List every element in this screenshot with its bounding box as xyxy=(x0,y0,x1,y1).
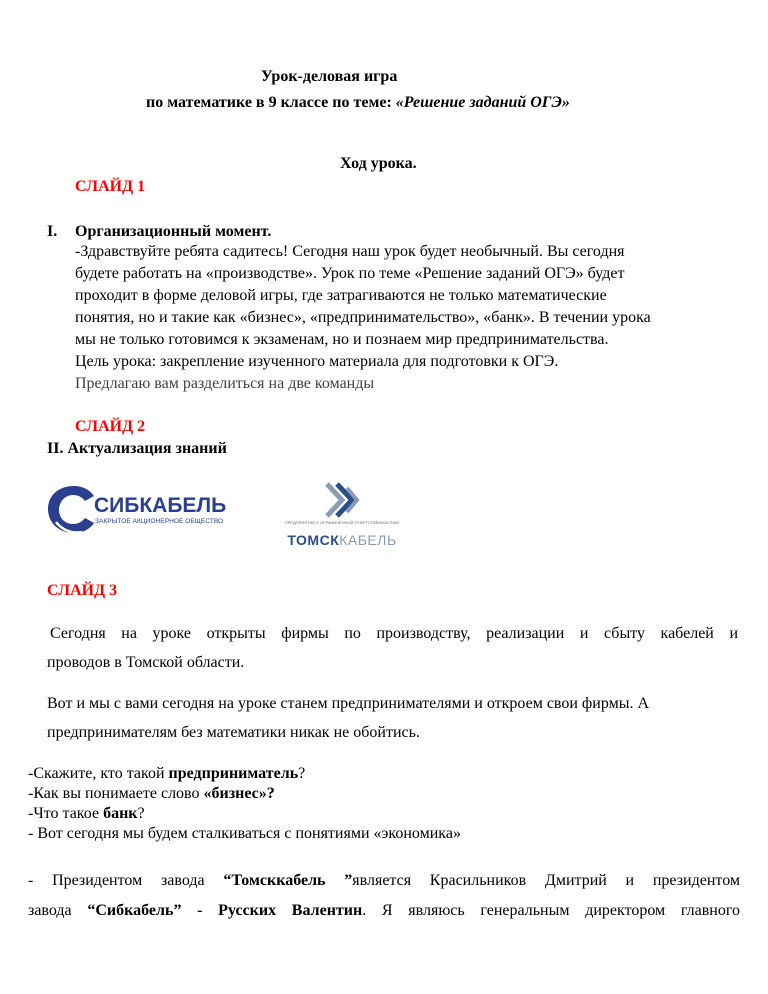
section-1-teams-line: Предлагаю вам разделиться на две команды xyxy=(75,375,375,392)
paragraph-2-line-2: предпринимателям без математики никак не обойтись. xyxy=(47,724,420,741)
tomskkabel-logo xyxy=(276,462,408,566)
section-1-line: мы не только готовимся к экзаменам, но и познаем мир предпринимательства. xyxy=(75,331,609,348)
section-1-line: понятия, но и такие как «бизнес», «предпринимательство», «банк». В течении урока xyxy=(75,309,651,326)
question-1-term: предприниматель xyxy=(168,765,299,782)
question-3 xyxy=(28,804,145,824)
question-3-text: -Что такое xyxy=(28,805,104,822)
question-4: - Вот сегодня мы будем сталкиваться с понятиями «экономика» xyxy=(28,825,461,842)
paragraph-1-line-1: Сегодня на уроке открыты фирмы по производству, реализации и сбыту кабелей и xyxy=(50,625,738,642)
section-1-line: будете работать на «производстве». Урок по теме «Решение заданий ОГЭ» будет xyxy=(75,265,625,282)
paragraph-3-plant-name: “Томсккабель ” xyxy=(223,872,353,889)
section-1-line: -Здравствуйте ребята садитесь! Сегодня наш урок будет необычный. Вы сегодня xyxy=(75,243,625,260)
title-line-2 xyxy=(146,93,570,113)
sibkabel-logo-name: СИБКАБЕЛЬ xyxy=(94,494,227,517)
paragraph-3-text: является Красильников Дмитрий и президентом xyxy=(352,872,741,889)
question-3-term: банк xyxy=(103,805,138,822)
section-1-line: Цель урока: закрепление изученного материала для подготовки к ОГЭ. xyxy=(75,353,559,370)
paragraph-3-text: - Президентом завода xyxy=(28,872,224,889)
paragraph-3-text: завода xyxy=(28,902,88,919)
slide-3-label: СЛАЙД 3 xyxy=(47,582,118,599)
question-3-mark: ? xyxy=(137,805,145,822)
title-prefix: по математике в 9 классе по теме: xyxy=(146,94,396,111)
paragraph-3-text: . Я являюсь генеральным директором главного xyxy=(362,902,740,919)
section-2-heading: II. Актуализация знаний xyxy=(47,440,227,457)
question-2 xyxy=(28,784,275,804)
paragraph-3-line-2 xyxy=(28,901,740,921)
paragraph-1-line-2: проводов в Томской области. xyxy=(47,654,245,671)
sibkabel-logo-subtitle: ЗАКРЫТОЕ АКЦИОНЕРНОЕ ОБЩЕСТВО xyxy=(95,518,224,525)
title-topic: «Решение заданий ОГЭ» xyxy=(395,94,570,111)
section-1-line: проходит в форме деловой игры, где затрагиваются не только математические xyxy=(75,287,607,304)
tomskkabel-logo-word xyxy=(276,532,408,548)
question-1 xyxy=(28,764,305,784)
section-1-number: I. xyxy=(47,223,58,240)
tomskkabel-logo-part-2: КАБЕЛЬ xyxy=(339,532,397,548)
sibkabel-logo xyxy=(44,482,256,538)
tomskkabel-logo-part-1: ТОМСК xyxy=(287,532,340,548)
question-2-text: -Как вы понимаете слово xyxy=(28,785,204,802)
section-1-heading: Организационный момент. xyxy=(75,223,272,240)
paragraph-2-line-1: Вот и мы с вами сегодня на уроке станем предпринимателями и откроем свои фирмы. А xyxy=(47,695,650,712)
lesson-progress-heading: Ход урока. xyxy=(340,155,417,172)
paragraph-3-line-1 xyxy=(28,871,740,891)
question-1-mark: ? xyxy=(298,765,306,782)
paragraph-3-plant-name: “Сибкабель” - Русских Валентин xyxy=(87,902,363,919)
sibkabel-swirl-icon xyxy=(44,482,256,538)
tomskkabel-logo-caption: ПРЕДПРИЯТИЕ С ОГРАНИЧЕННОЙ ОТВЕТСТВЕННОСТЬЮ xyxy=(284,520,400,525)
question-2-term: «бизнес»? xyxy=(203,785,275,802)
title-line-1: Урок-деловая игра xyxy=(261,68,398,85)
slide-2-label: СЛАЙД 2 xyxy=(75,418,146,435)
tomskkabel-chevron-icon xyxy=(323,482,361,518)
question-1-text: -Скажите, кто такой xyxy=(28,765,169,782)
slide-1-label: СЛАЙД 1 xyxy=(75,178,146,195)
